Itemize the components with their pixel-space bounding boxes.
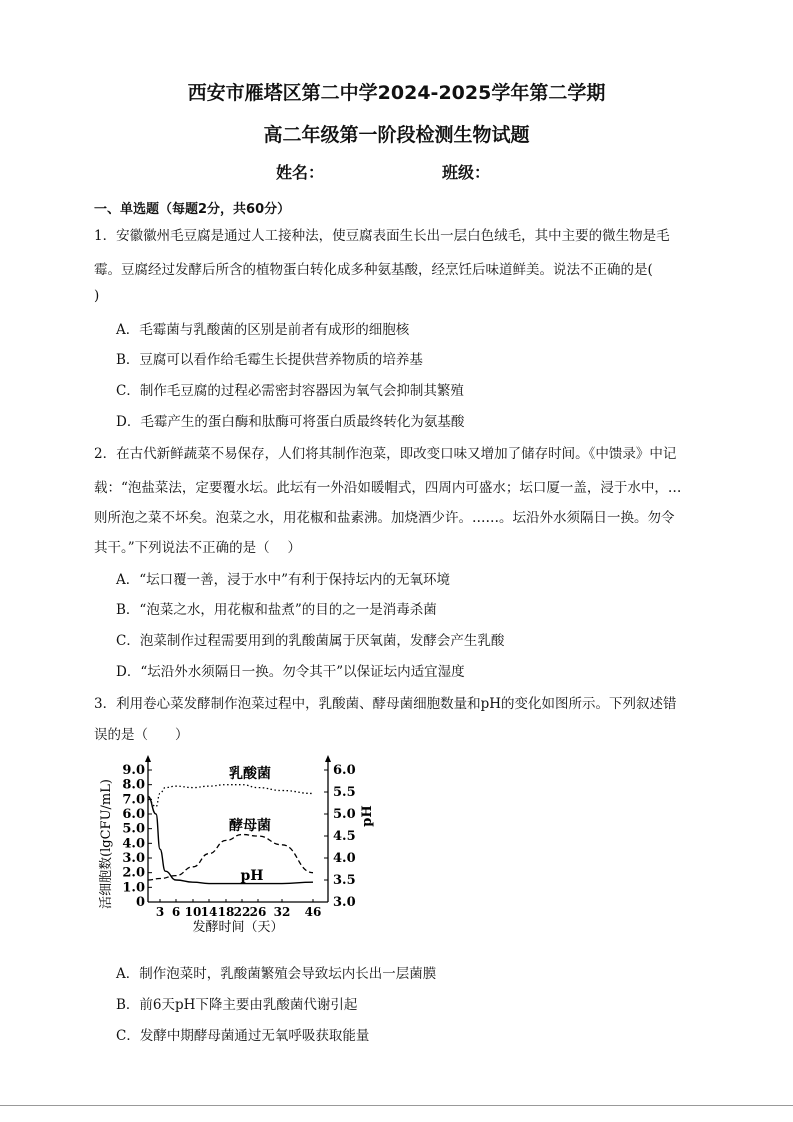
series-line-dashed xyxy=(148,835,313,880)
q3-stem-line1: 3．利用卷心菜发酵制作泡菜过程中，乳酸菌、酵母菌细胞数量和pH的变化如图所示。下列叙述错 xyxy=(94,696,677,712)
left-tick-label: 8.0 xyxy=(122,777,145,793)
x-axis-label: 发酵时间（天） xyxy=(192,920,284,935)
left-tick-label: 9.0 xyxy=(122,763,145,778)
q3-stem-line2: 误的是（ ） xyxy=(94,727,189,743)
q2-stem-line3: 则所泡之菜不坏矣。泡菜之水，用花椒和盐素沸。加烧酒少许。……。坛沿外水须隔日一换。勿令 xyxy=(94,510,675,526)
fermentation-chart xyxy=(96,752,386,942)
series-label: 乳酸菌 xyxy=(229,766,271,782)
q2-option-c: C．泡菜制作过程需要用到的乳酸菌属于厌氧菌，发酵会产生乳酸 xyxy=(116,633,505,649)
right-tick-label: 5.0 xyxy=(333,807,356,822)
right-tick-label: 4.5 xyxy=(333,829,356,844)
series-label: 酵母菌 xyxy=(229,818,271,834)
right-tick-label: 3.5 xyxy=(333,873,356,888)
right-tick-label: 4.0 xyxy=(333,851,356,866)
exam-title-line1: 西安市雁塔区第二中学2024-2025学年第二学期 xyxy=(187,82,606,104)
q1-stem-line2: 霉。豆腐经过发酵后所含的植物蛋白转化成多种氨基酸，经烹饪后味道鲜美。说法不正确的是( xyxy=(94,262,653,278)
bottom-rule xyxy=(0,1105,793,1106)
q1-stem-line3: ) xyxy=(94,288,100,304)
x-tick-label: 10 xyxy=(184,905,202,919)
left-tick-label: 3.0 xyxy=(122,851,145,866)
q2-option-b: B．“泡菜之水，用花椒和盐煮”的目的之一是消毒杀菌 xyxy=(116,602,437,618)
x-tick-label: 26 xyxy=(249,905,267,919)
q2-option-d: D．“坛沿外水须隔日一换。勿令其干”以保证坛内适宜湿度 xyxy=(116,664,465,680)
left-tick-label: 1.0 xyxy=(122,880,145,896)
name-label: 姓名： xyxy=(276,163,325,182)
q3-option-b: B．前6天pH下降主要由乳酸菌代谢引起 xyxy=(116,997,358,1013)
x-tick-label: 46 xyxy=(304,905,322,919)
series-label: pH xyxy=(240,868,264,884)
right-tick-label: 3.0 xyxy=(333,895,356,910)
q1-stem-line1: 1．安徽徽州毛豆腐是通过人工接种法，使豆腐表面生长出一层白色绒毛，其中主要的微生物是毛 xyxy=(94,228,670,244)
left-tick-label: 4.0 xyxy=(122,836,145,852)
q1-option-a: A．毛霉菌与乳酸菌的区别是前者有成形的细胞核 xyxy=(116,322,410,338)
right-tick-label: 6.0 xyxy=(333,763,356,778)
q3-option-a: A．制作泡菜时，乳酸菌繁殖会导致坛内长出一层菌膜 xyxy=(116,966,437,982)
right-axis-label: pH xyxy=(360,805,375,827)
q2-stem-line2: 载：“泡盐菜法，定要覆水坛。此坛有一外沿如暖帽式，四周内可盛水；坛口厦一盖，浸于水中，… xyxy=(94,480,682,496)
left-tick-label: 2.0 xyxy=(122,865,145,881)
right-tick-label: 5.5 xyxy=(333,785,356,800)
chart-labels xyxy=(98,763,375,935)
x-tick-label: 22 xyxy=(233,905,251,919)
q2-stem-line4: 其干。”下列说法不正确的是（ ） xyxy=(94,540,301,556)
q2-option-a: A．“坛口覆一善，浸于水中”有利于保持坛内的无氧环境 xyxy=(116,572,451,588)
left-tick-label: 5.0 xyxy=(122,821,145,837)
left-axis-arrow xyxy=(145,755,151,762)
x-tick-label: 32 xyxy=(273,905,291,919)
left-tick-label: 0 xyxy=(135,895,145,910)
class-label: 班级： xyxy=(442,163,491,182)
q1-option-b: B．豆腐可以看作给毛霉生长提供营养物质的培养基 xyxy=(116,352,423,368)
left-axis-label: 活细胞数(lgCFU/mL) xyxy=(99,779,114,909)
exam-title-line2: 高二年级第一阶段检测生物试题 xyxy=(263,124,530,146)
x-tick-label: 14 xyxy=(200,905,218,919)
q1-option-d: D．毛霉产生的蛋白酶和肽酶可将蛋白质最终转化为氨基酸 xyxy=(116,414,465,430)
q3-option-c: C．发酵中期酵母菌通过无氧呼吸获取能量 xyxy=(116,1028,370,1044)
x-tick-label: 18 xyxy=(217,905,235,919)
q2-stem-line1: 2．在古代新鲜蔬菜不易保存，人们将其制作泡菜，即改变口味又增加了储存时间。《中馈录》中记 xyxy=(94,446,677,462)
left-tick-label: 7.0 xyxy=(122,792,145,808)
left-tick-label: 6.0 xyxy=(122,807,145,822)
x-tick-label: 6 xyxy=(171,905,181,919)
right-axis-arrow xyxy=(325,755,331,762)
x-tick-label: 3 xyxy=(155,905,165,919)
chart-series xyxy=(148,785,313,884)
section-heading: 一、单选题（每题2分，共60分） xyxy=(94,202,291,217)
series-line-dotted xyxy=(148,785,313,807)
q1-option-c: C．制作毛豆腐的过程必需密封容器因为氧气会抑制其繁殖 xyxy=(116,383,464,399)
